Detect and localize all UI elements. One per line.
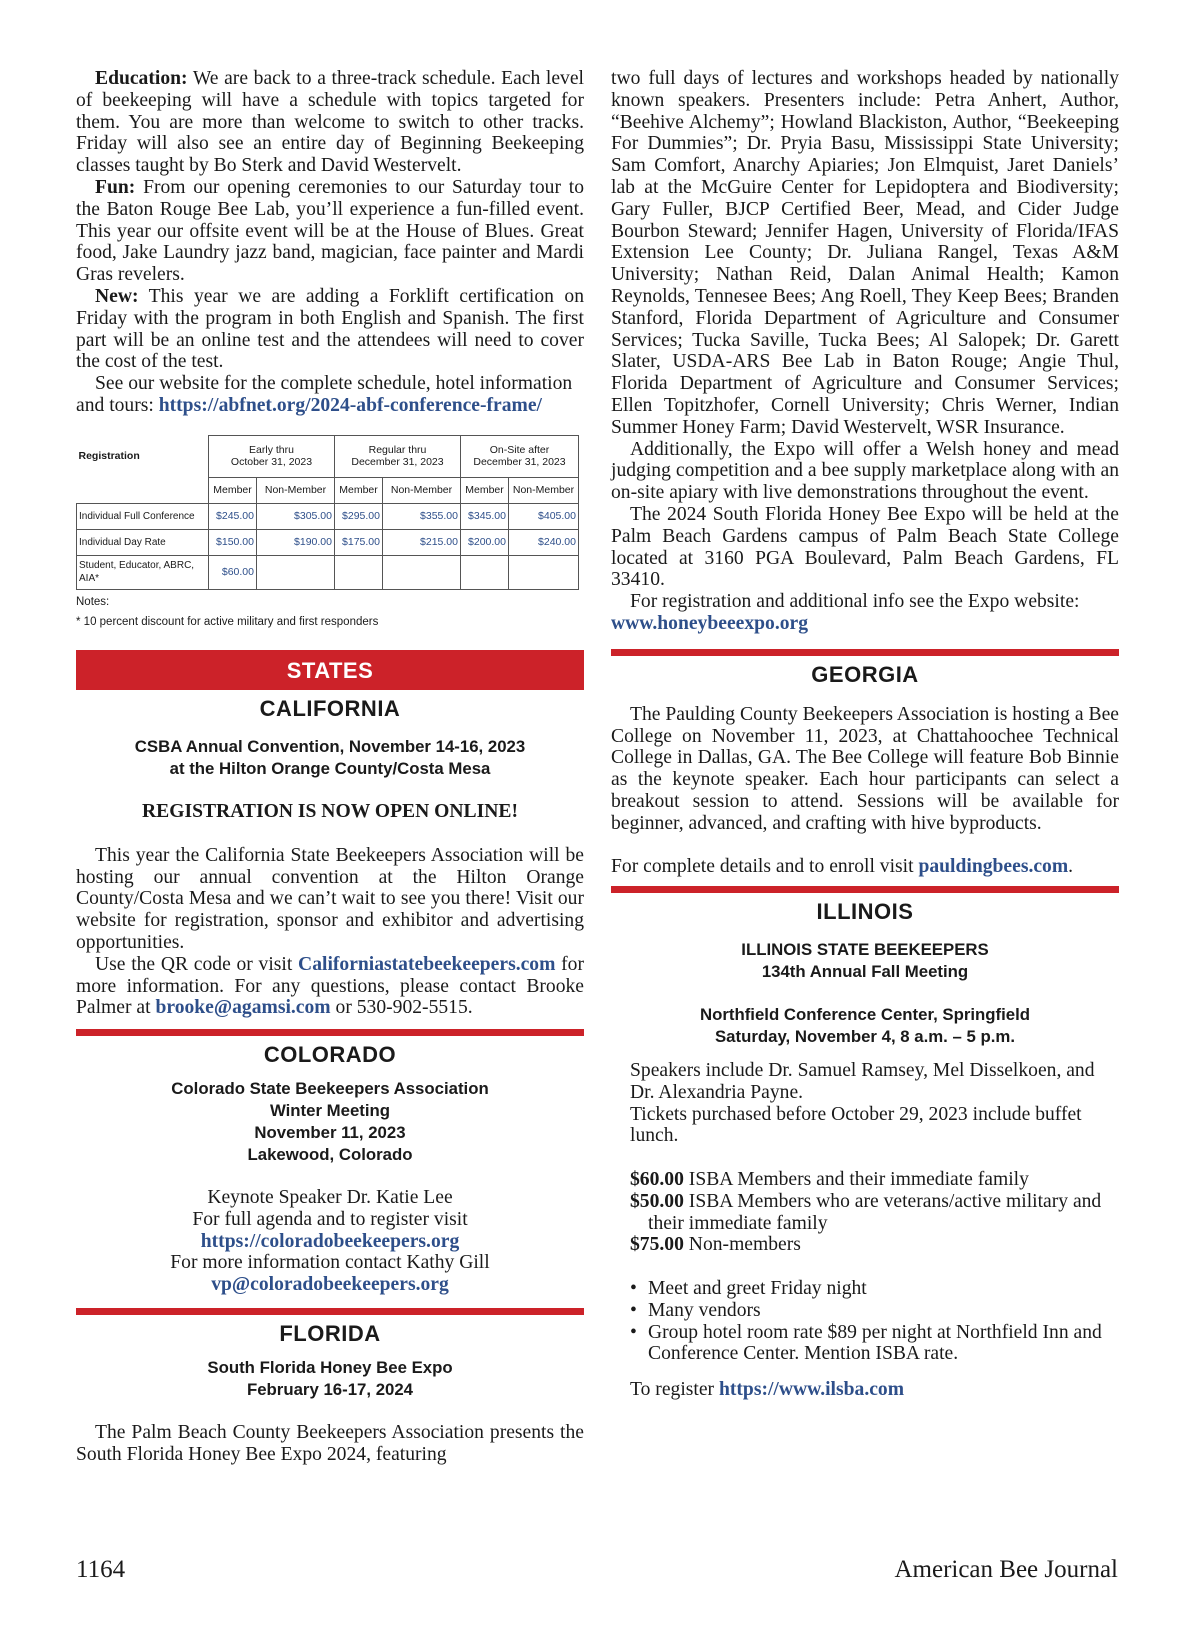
non-member-header: Non-Member xyxy=(257,477,335,503)
florida-additionally-paragraph: Additionally, the Expo will offer a Welsh honey and mead judging competition and a bee supply marketplace along with an on-site apiary with live demonstrations throughout the event. xyxy=(611,438,1119,504)
california-event-line2: at the Hilton Orange County/Costa Mesa xyxy=(169,758,491,778)
page-number: 1164 xyxy=(76,1556,126,1583)
colorado-agenda: For full agenda and to register visit xyxy=(192,1208,468,1230)
florida-event-line1: South Florida Honey Bee Expo xyxy=(207,1358,453,1378)
florida-heading: FLORIDA xyxy=(279,1321,381,1347)
list-item: • Meet and greet Friday night xyxy=(630,1278,1119,1300)
illinois-prices xyxy=(630,1169,1119,1256)
illinois-event-line2: 134th Annual Fall Meeting xyxy=(761,961,969,981)
period-onsite: On-Site after December 31, 2023 xyxy=(461,435,579,477)
illinois-venue-line1: Northfield Conference Center, Springfield xyxy=(699,1005,1031,1025)
website-paragraph xyxy=(76,373,584,417)
illinois-heading: ILLINOIS xyxy=(816,899,914,925)
list-item: $50.00 ISBA Members who are veterans/active military and their immediate family xyxy=(630,1190,1102,1234)
new-paragraph xyxy=(76,286,584,373)
website-text: See our website for the complete schedule, hotel information and tours: xyxy=(76,373,573,416)
new-text: This year we are adding a Forklift certification on Friday with the program in both English and Spanish. The first part will be an online test and the attendees will need to cover the cost of the test. xyxy=(76,285,584,373)
california-paragraph: This year the California State Beekeepers Association will be hosting our annual convention at the Hilton Orange County/Costa Mesa and we can’t wait to see you there! Visit our website for registration, sponsor and exhibitor and advertising opportunities. xyxy=(76,844,584,953)
member-header: Member xyxy=(335,477,383,503)
california-registration-open: REGISTRATION IS NOW OPEN ONLINE! xyxy=(142,801,518,823)
colorado-heading: COLORADO xyxy=(263,1042,397,1068)
ilsba-link[interactable]: https://www.ilsba.com xyxy=(718,1379,905,1401)
illinois-venue-line2: Saturday, November 4, 8 a.m. – 5 p.m. xyxy=(714,1027,1015,1047)
florida-presenters-paragraph: two full days of lectures and workshops headed by nationally known speakers. Presenters include: Petra Anhert, Author, “Beehive Alchemy”; Howland Blackiston, Author, “Beekeeping For Dummies”; Dr. Pryia Basu, Mississippi State University; Sam Comfort, Anarchy Apiaries; Jon Elmquist, Jaret Daniels’ lab at the McGuire Center for Lepidoptera and Biodiversity; Gary Fuller, BJCP Certified Beer, Mead, and Cider Judge Bourbon Steward; Jennifer Hagen, University of Florida/IFAS Extension Lee County; Dr. Juliana Rangel, Texas A&M University; Nathan Reid, Dalan Animal Health; Kamon Reynolds, Tennesee Bees; Ang Roell, They Keep Bees; Branden Stanford, Florida Department of Agriculture and Consumer Services; Tucka Saville, Tucka Bees; Al Salopek; Dr. Garett Slater, USDA-ARS Bee Lab in Baton Rouge; Angie Thul, Florida Department of Agriculture and Consumer Services; Ellen Topitzhofer, Cornell University; Chris Werner, Indian Summer Honey Farm; David Westervelt, WSR Insurance. xyxy=(611,68,1119,438)
illinois-event-line1: ILLINOIS STATE BEEKEEPERS xyxy=(741,940,989,960)
states-banner: STATES xyxy=(76,650,584,690)
california-event-line1: CSBA Annual Convention, November 14-16, 2023 xyxy=(134,736,526,756)
journal-title: American Bee Journal xyxy=(894,1556,1118,1583)
section-divider xyxy=(76,1029,584,1036)
left-column xyxy=(76,68,584,1466)
colorado-website-link[interactable]: https://coloradobeekeepers.org xyxy=(200,1230,460,1252)
period-regular: Regular thru December 31, 2023 xyxy=(335,435,461,477)
florida-event-line2: February 16-17, 2024 xyxy=(246,1379,414,1399)
fun-paragraph xyxy=(76,177,584,286)
fun-text: From our opening ceremonies to our Saturday tour to the Baton Rouge Bee Lab, you’ll experience a fun-filled event. This year our offsite event will be at the House of Blues. Great food, Jake Laundry jazz band, magician, face painter and Mardi Gras revelers. xyxy=(76,176,584,286)
education-text: We are back to a three-track schedule. Each level of beekeeping will have a schedule with topics targeted for them. You are more than welcome to switch to other tracks. Friday will also see an entire day of Beginning Beekeeping classes taught by Bo Sterk and David Westervelt. xyxy=(76,68,584,177)
colorado-contact: For more information contact Kathy Gill xyxy=(170,1252,490,1274)
illinois-tickets: Tickets purchased before October 29, 2023 include buffet lunch. xyxy=(630,1103,1082,1147)
colorado-keynote: Keynote Speaker Dr. Katie Lee xyxy=(207,1187,453,1209)
georgia-paragraph: The Paulding County Beekeepers Association is hosting a Bee College on November 11, 2023, at Chattahoochee Technical College in Dallas, GA. The Bee College will feature Bob Binnie as the keynote speaker. Each hour participants can select a breakout session to attend. Sessions will be available for beginner, advanced, and crafting with hive byproducts. xyxy=(611,703,1119,834)
florida-location-paragraph: The 2024 South Florida Honey Bee Expo will be held at the Palm Beach Gardens campus of Palm Beach State College located at 3160 PGA Boulevard, Palm Beach Gardens, FL 33410. xyxy=(611,503,1119,591)
right-column xyxy=(611,68,1119,1401)
illinois-details xyxy=(611,1060,1119,1401)
registration-table xyxy=(76,435,584,632)
florida-registration-paragraph: For registration and additional info see the Expo website: www.honeybeeexpo.org xyxy=(611,591,1080,634)
section-divider xyxy=(76,1308,584,1315)
education-paragraph xyxy=(76,68,584,177)
georgia-heading: GEORGIA xyxy=(811,661,919,687)
honeybeeexpo-link[interactable]: www.honeybeeexpo.org xyxy=(611,612,809,634)
illinois-speakers: Speakers include Dr. Samuel Ramsey, Mel Disselkoen, and Dr. Alexandria Payne. xyxy=(630,1060,1095,1103)
illinois-register: To register https://www.ilsba.com xyxy=(630,1379,905,1401)
illinois-bullets xyxy=(630,1278,1119,1365)
florida-paragraph: The Palm Beach County Beekeepers Association presents the South Florida Honey Bee Expo 2024, featuring xyxy=(76,1422,584,1466)
list-item: $60.00 ISBA Members and their immediate family xyxy=(630,1169,1029,1191)
education-label: Education: xyxy=(95,68,188,89)
new-label: New: xyxy=(95,285,139,307)
table-row: Student, Educator, ABRC, AIA* $60.00 xyxy=(77,555,579,589)
non-member-header: Non-Member xyxy=(509,477,579,503)
section-divider xyxy=(611,886,1119,893)
colorado-event-line4: Lakewood, Colorado xyxy=(247,1144,413,1164)
pauldingbees-link[interactable]: pauldingbees.com xyxy=(918,856,1069,878)
fun-label: Fun: xyxy=(95,176,136,198)
abf-conference-link[interactable]: https://abfnet.org/2024-abf-conference-frame/ xyxy=(158,394,542,416)
registration-label: Registration xyxy=(78,450,140,463)
list-item: • Many vendors xyxy=(630,1300,1119,1322)
member-header: Member xyxy=(209,477,257,503)
california-heading: CALIFORNIA xyxy=(259,695,401,721)
california-website-link[interactable]: Californiastatebeekeepers.com xyxy=(298,953,556,975)
table-row: Individual Day Rate $150.00 $190.00 $175.00 $215.00 $200.00 $240.00 xyxy=(77,529,579,555)
california-contact-paragraph: Use the QR code or visit Californiastatebeekeepers.com for more information. For any questions, please contact Brooke Palmer at brooke@agamsi.com or 530-902-5515. xyxy=(76,953,585,1019)
colorado-event-line2: Winter Meeting xyxy=(269,1100,391,1120)
table-row: Individual Full Conference $245.00 $305.00 $295.00 $355.00 $345.00 $405.00 xyxy=(77,503,579,529)
member-header: Member xyxy=(461,477,509,503)
non-member-header: Non-Member xyxy=(383,477,461,503)
section-divider xyxy=(611,649,1119,656)
colorado-event-line3: November 11, 2023 xyxy=(254,1122,406,1142)
period-early: Early thru October 31, 2023 xyxy=(209,435,335,477)
georgia-enroll-paragraph: For complete details and to enroll visit pauldingbees.com. xyxy=(611,856,1074,878)
colorado-event-line1: Colorado State Beekeepers Association xyxy=(171,1079,489,1099)
registration-notes: Notes: * 10 percent discount for active military and first responders xyxy=(76,595,379,628)
colorado-email-link[interactable]: vp@coloradobeekeepers.org xyxy=(211,1274,449,1296)
list-item: $75.00 Non-members xyxy=(630,1234,801,1256)
list-item: • Group hotel room rate $89 per night at Northfield Inn and Conference Center. Mention ISBA rate. xyxy=(630,1322,1119,1366)
california-email-link[interactable]: brooke@agamsi.com xyxy=(155,997,331,1019)
